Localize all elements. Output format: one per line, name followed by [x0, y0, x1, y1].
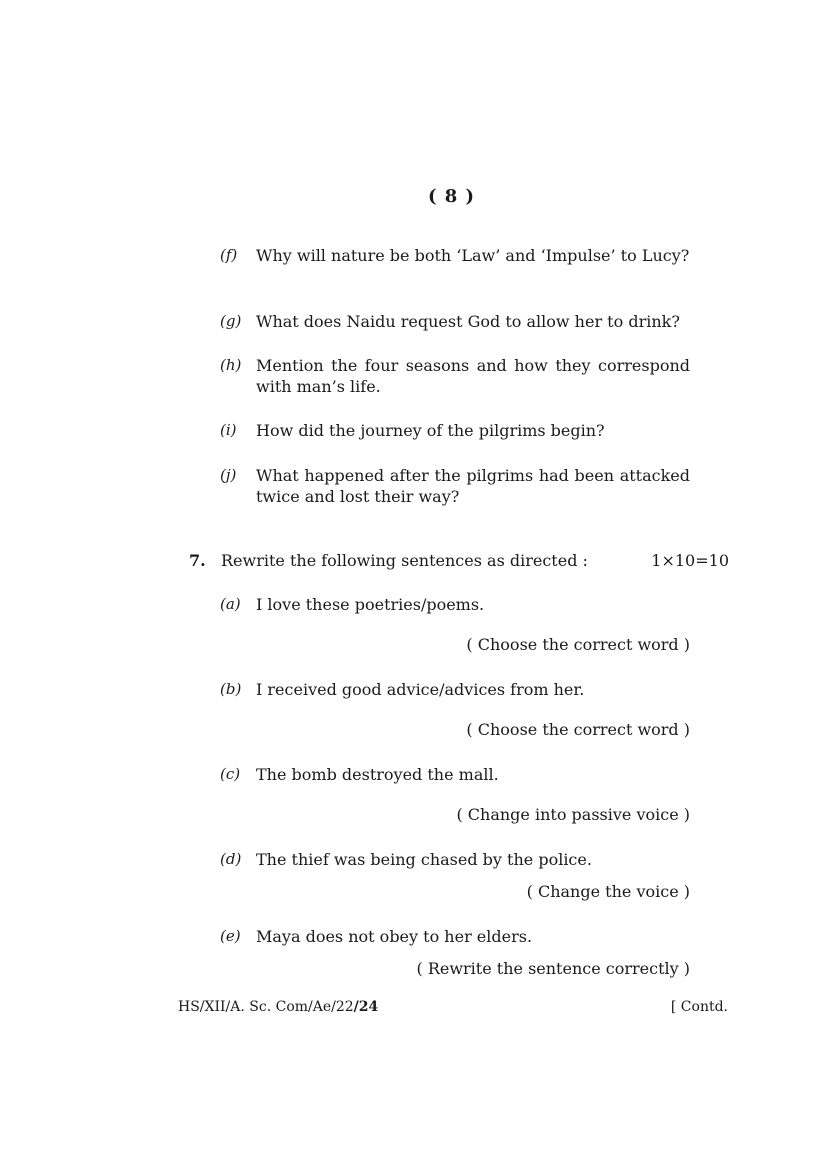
item-text: What happened after the pilgrims had been attacked twice and lost their way?	[256, 466, 690, 506]
question-7-item-b	[220, 679, 690, 700]
item-label: (j)	[220, 466, 237, 484]
item-text: The bomb destroyed the mall.	[256, 765, 499, 784]
question-marks: 1×10=10	[651, 551, 729, 570]
item-label: (b)	[220, 680, 242, 698]
item-label: (h)	[220, 356, 242, 374]
footer-contd: [ Contd.	[670, 999, 728, 1015]
question-text: Rewrite the following sentences as directed :	[221, 551, 588, 570]
item-label: (g)	[220, 312, 242, 330]
item-label: (d)	[220, 850, 242, 868]
item-label: (i)	[220, 421, 237, 439]
page-number: ( 8 )	[427, 186, 476, 207]
item-instruction-e: ( Rewrite the sentence correctly )	[416, 959, 690, 978]
question-7-item-a	[220, 594, 690, 615]
item-label: (e)	[220, 927, 241, 945]
item-text: I love these poetries/poems.	[256, 595, 485, 614]
question-item-j	[220, 465, 690, 507]
item-label: (c)	[220, 765, 241, 783]
item-label: (f)	[220, 246, 238, 264]
item-instruction-d: ( Change the voice )	[526, 882, 690, 901]
question-item-g	[220, 311, 690, 332]
item-text: Why will nature be both ‘Law’ and ‘Impulse’ to Lucy?	[256, 246, 690, 265]
question-item-f	[220, 245, 690, 266]
footer-paper-code	[178, 999, 378, 1015]
question-item-h	[220, 355, 690, 397]
item-text: Mention the four seasons and how they correspond with man’s life.	[256, 356, 690, 396]
item-text: Maya does not obey to her elders.	[256, 927, 533, 946]
question-7-item-c	[220, 764, 690, 785]
question-7-item-d	[220, 849, 690, 870]
item-text: How did the journey of the pilgrims begin?	[256, 421, 605, 440]
item-text: The thief was being chased by the police.	[256, 850, 592, 869]
question-number: 7.	[189, 551, 206, 570]
item-text: What does Naidu request God to allow her to drink?	[256, 312, 680, 331]
footer-code: HS/XII/A. Sc. Com/Ae/22	[178, 999, 354, 1015]
item-instruction-c: ( Change into passive voice )	[456, 805, 690, 824]
question-item-i	[220, 420, 690, 441]
item-instruction-a: ( Choose the correct word )	[466, 635, 690, 654]
item-text: I received good advice/advices from her.	[256, 680, 585, 699]
footer-code-bold: /24	[353, 999, 379, 1015]
question-7-item-e	[220, 926, 690, 947]
item-label: (a)	[220, 595, 241, 613]
item-instruction-b: ( Choose the correct word )	[466, 720, 690, 739]
